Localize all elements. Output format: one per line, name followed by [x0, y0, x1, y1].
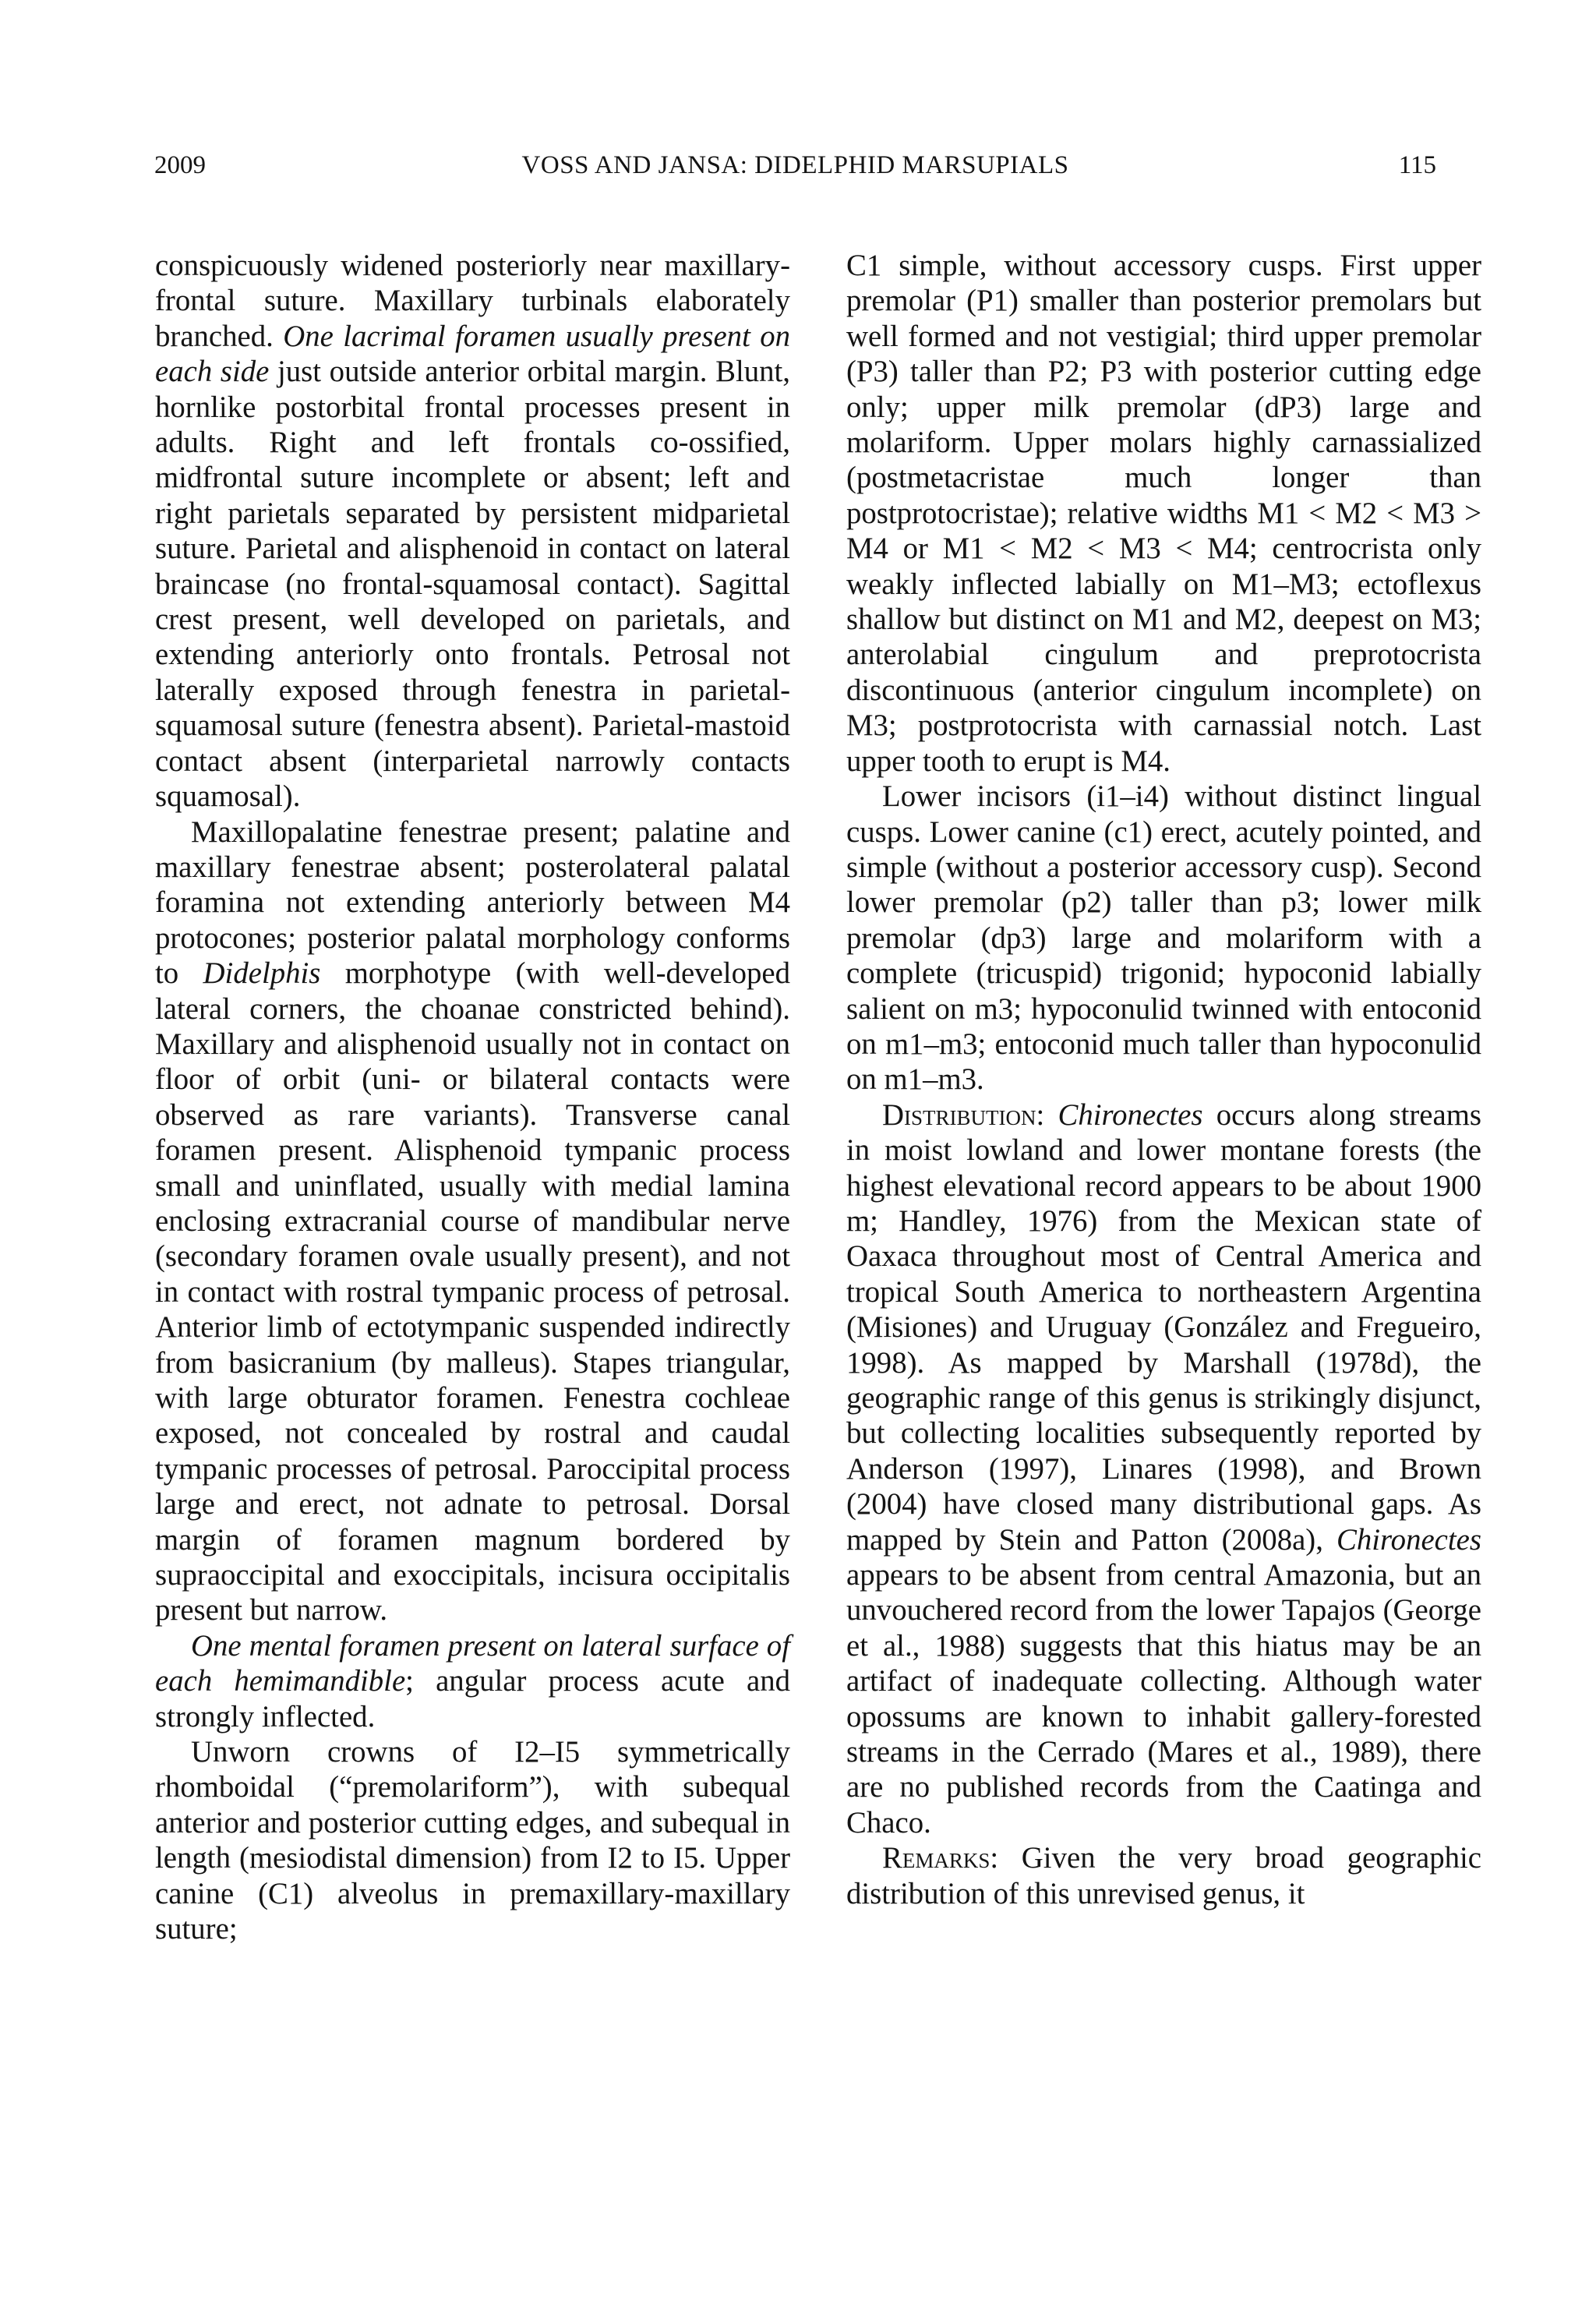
italic-mental-foramen: One mental foramen present on lateral surface of each hemimandible — [155, 1628, 790, 1698]
running-header — [154, 147, 1436, 184]
paragraph-upper-incisors: Unworn crowns of I2–I5 symmetrically rhomboidal (“premolariform”), with subequal anterior and posterior cutting edges, and subequal in length (mesiodistal dimension) from I2 to I5. Upper canine (C1) alveolus in premaxillary-maxillary suture; — [155, 1735, 790, 1946]
left-column — [155, 248, 790, 1947]
distribution-label: Distribution: — [882, 1097, 1045, 1132]
paragraph-upper-dentition: C1 simple, without accessory cusps. First upper premolar (P1) smaller than posterior premolars but well formed and not vestigial; third upper premolar (P3) taller than P2; P3 with posterior cutting edge only; upper milk premolar (dP3) large and molariform. Upper molars highly carnassialized (postmetacristae much longer than postprotocristae); relative widths M1 < M2 < M3 > M4 or M1 < M2 < M3 < M4; centrocrista only weakly inflected labially on M1–M3; ectoflexus shallow but distinct on M1 and M2, deepest on M3; anterolabial cingulum and preprotocrista discontinuous (anterior cingulum incomplete) on M3; postprotocrista with carnassial notch. Last upper tooth to erupt is M4. — [846, 249, 1481, 778]
header-title: VOSS AND JANSA: DIDELPHID MARSUPIALS — [521, 151, 1069, 179]
paragraph-mandible: One mental foramen present on lateral surface of each hemimandible; angular process acute and strongly inflected. — [155, 1628, 790, 1734]
italic-chironectes: Chironectes — [1058, 1097, 1203, 1132]
paragraph-lower-dentition: Lower incisors (i1–i4) without distinct lingual cusps. Lower canine (c1) erect, acutely pointed, and simple (without a posterior accessory cusp). Second lower premolar (p2) taller than p3; lower milk premolar (dp3) large and molariform with a complete (tricuspid) trigonid; hypoconid labially salient on m3; hypoconulid twinned with entoconid on m1–m3; entoconid much taller than hypoconulid on m1–m3. — [846, 779, 1481, 1097]
italic-didelphis: Didelphis — [203, 956, 321, 991]
page-number: 115 — [1398, 151, 1436, 179]
right-column — [846, 248, 1481, 1911]
remarks-label: Remarks: — [882, 1841, 999, 1875]
paragraph-remarks: Remarks: Given the very broad geographic distribution of this unrevised genus, it — [846, 1841, 1481, 1910]
paragraph-skull-description: conspicuously widened posteriorly near maxillary-frontal suture. Maxillary turbinals elaborately branched. One lacrimal foramen usually present on each side just outside anterior orbital margin. Blunt, hornlike postorbital frontal processes present in adults. Right and left frontals co-ossified, midfrontal suture incomplete or absent; left and right parietals separated by persistent midparietal suture. Parietal and alisphenoid in contact on lateral braincase (no frontal-squamosal contact). Sagittal crest present, well developed on parietals, and extending anteriorly onto frontals. Petrosal not laterally exposed through fenestra in parietal-squamosal suture (fenestra absent). Parietal-mastoid contact absent (interparietal narrowly contacts squamosal). — [155, 249, 790, 814]
paragraph-distribution: Distribution: Chironectes occurs along streams in moist lowland and lower montane forests (the highest elevational record appears to be about 1900 m; Handley, 1976) from the Mexican state of Oaxaca throughout most of Central America and tropical South America to northeastern Argentina (Misiones) and Uruguay (González and Fregueiro, 1998). As mapped by Marshall (1978d), the geographic range of this genus is strikingly disjunct, but collecting localities subsequently reported by Anderson (1997), Linares (1998), and Brown (2004) have closed many distributional gaps. As mapped by Stein and Patton (2008a), Chironectes appears to be absent from central Amazonia, but an unvouchered record from the lower Tapajos (George et al., 1988) suggests that this hiatus may be an artifact of inadequate collecting. Although water opossums are known to inhabit gallery-forested streams in the Cerrado (Mares et al., 1989), there are no published records from the Caatinga and Chaco. — [846, 1097, 1481, 1840]
paragraph-palate-basicranium: Maxillopalatine fenestrae present; palatine and maxillary fenestrae absent; posterolateral palatal foramina not extending anteriorly between M4 protocones; posterior palatal morphology conforms to Didelphis morphotype (with well-developed lateral corners, the choanae constricted behind). Maxillary and alisphenoid usually not in contact on floor of orbit (uni- or bilateral contacts were observed as rare variants). Transverse canal foramen present. Alisphenoid tympanic process small and uninflated, usually with medial lamina enclosing extracranial course of mandibular nerve (secondary foramen ovale usually present), and not in contact with rostral tympanic process of petrosal. Anterior limb of ectotympanic suspended indirectly from basicranium (by malleus). Stapes triangular, with large obturator foramen. Fenestra cochleae exposed, not concealed by rostral and caudal tympanic processes of petrosal. Paroccipital process large and erect, not adnate to petrosal. Dorsal margin of foramen magnum bordered by supraoccipital and exoccipitals, incisura occipitalis present but narrow. — [155, 815, 790, 1628]
italic-chironectes: Chironectes — [1336, 1522, 1481, 1557]
header-year: 2009 — [154, 151, 206, 179]
italic-lacrimal-foramen: One lacrimal foramen usually present on each side — [155, 319, 790, 389]
